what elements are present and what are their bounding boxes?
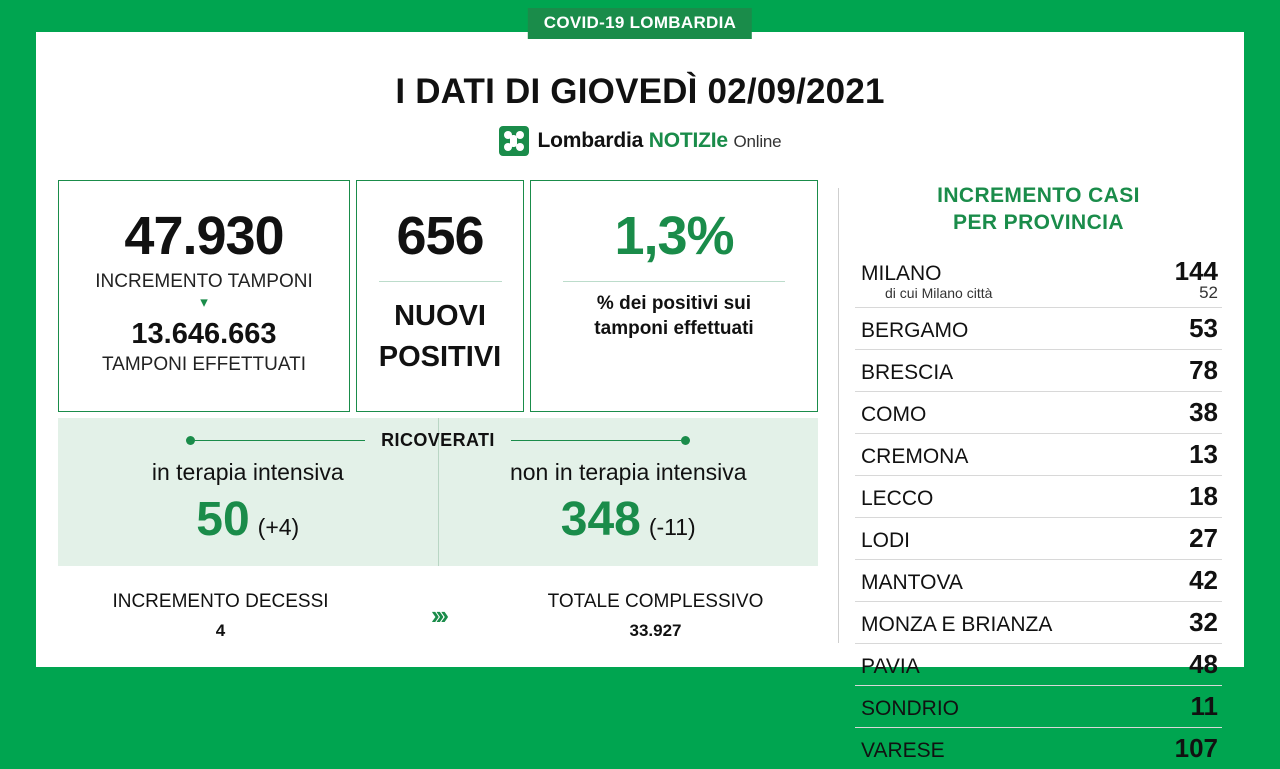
- province-name: BERGAMO: [861, 318, 969, 342]
- vertical-divider: [838, 188, 839, 643]
- decessi-value: 4: [215, 620, 226, 640]
- dot-icon-right: [681, 436, 690, 445]
- province-title: [855, 182, 1222, 237]
- chevron-down-icon: ▾: [200, 294, 208, 312]
- tamponi-total-label: TAMPONI EFFETTUATI: [101, 354, 307, 376]
- terapia-intensiva-delta: (+4): [257, 514, 300, 540]
- province-name: PAVIA: [861, 654, 920, 678]
- non-terapia-intensiva-value-group: [561, 492, 696, 547]
- province-list: [855, 251, 1222, 769]
- logo-word-lombardia: Lombardia: [537, 129, 644, 152]
- table-row: [855, 392, 1222, 434]
- tamponi-total-value: 13.646.663: [131, 318, 277, 351]
- content-area: [36, 180, 1244, 763]
- table-row: [855, 251, 1222, 287]
- summary-boxes: [58, 180, 818, 412]
- province-panel: [855, 180, 1222, 763]
- terapia-intensiva-label: in terapia intensiva: [151, 459, 344, 485]
- province-name: COMO: [861, 402, 927, 426]
- rule-left: [195, 440, 365, 441]
- tamponi-box: [58, 180, 350, 412]
- terapia-intensiva-value-group: [196, 492, 299, 547]
- province-name: MANTOVA: [861, 570, 963, 594]
- milano-citta-label: di cui Milano città: [885, 284, 993, 301]
- table-row: [855, 686, 1222, 728]
- tamponi-increment-label: INCREMENTO TAMPONI: [95, 271, 313, 293]
- brand-logo: [36, 126, 1244, 156]
- table-row: [855, 308, 1222, 350]
- nuovi-positivi-box: [356, 180, 524, 412]
- province-name: MILANO: [861, 261, 942, 285]
- province-value: 48: [1189, 648, 1218, 679]
- non-terapia-intensiva-delta: (-11): [648, 514, 696, 540]
- non-terapia-intensiva-value: 348: [560, 493, 641, 546]
- table-row: [855, 560, 1222, 602]
- province-title-line1: INCREMENTO CASI: [937, 184, 1140, 207]
- table-row: [855, 518, 1222, 560]
- percent-positivi-value: 1,3%: [614, 206, 734, 266]
- province-value: 38: [1189, 396, 1218, 427]
- province-name: CREMONA: [861, 444, 969, 468]
- province-title-line2: PER PROVINCIA: [953, 211, 1124, 235]
- province-value: 42: [1189, 564, 1218, 595]
- rule-right: [511, 440, 681, 441]
- dot-icon-left: [186, 436, 195, 445]
- province-value: 13: [1189, 438, 1218, 469]
- province-value: 32: [1189, 606, 1218, 637]
- ricoverati-header: [58, 430, 818, 451]
- tamponi-increment-value: 47.930: [124, 206, 284, 266]
- totale-cell: [493, 591, 818, 641]
- divider: [379, 281, 502, 282]
- milano-citta-subrow: [855, 283, 1222, 308]
- province-value: 11: [1190, 690, 1218, 721]
- non-terapia-intensiva-label: non in terapia intensiva: [509, 459, 747, 485]
- table-row: [855, 644, 1222, 686]
- decessi-label: INCREMENTO DECESSI: [112, 590, 329, 612]
- banner-label: COVID-19 LOMBARDIA: [528, 8, 752, 39]
- totale-value: 33.927: [629, 620, 682, 640]
- province-name: SONDRIO: [861, 696, 960, 720]
- flower-logo-icon: [499, 126, 529, 156]
- percent-label-line2: tamponi effettuati: [594, 317, 754, 339]
- nuovi-positivi-value: 656: [396, 206, 484, 266]
- totale-label: TOTALE COMPLESSIVO: [547, 590, 764, 612]
- divider: [563, 281, 784, 282]
- table-row: [855, 434, 1222, 476]
- left-column: [58, 180, 818, 653]
- page-title: I DATI DI GIOVEDÌ 02/09/2021: [395, 72, 885, 111]
- province-value: 78: [1189, 354, 1218, 385]
- decessi-cell: [58, 591, 383, 641]
- province-value: 27: [1189, 522, 1218, 553]
- province-value: 144: [1174, 255, 1218, 286]
- arrows-icon: ›››: [431, 600, 445, 630]
- percent-label-line1: % dei positivi sui: [596, 293, 752, 315]
- province-name: MONZA E BRIANZA: [861, 612, 1053, 636]
- nuovi-positivi-label-line2: POSITIVI: [378, 340, 502, 373]
- logo-word-notizie: NOTIZI: [648, 129, 717, 152]
- province-value: 53: [1189, 312, 1218, 343]
- infographic-card: [36, 13, 1244, 763]
- province-value: 107: [1174, 732, 1218, 763]
- table-row: [855, 728, 1222, 769]
- table-row: [855, 350, 1222, 392]
- percent-positivi-box: [530, 180, 818, 412]
- table-row: [855, 602, 1222, 644]
- province-name: VARESE: [861, 738, 945, 762]
- brand-logo-text: [538, 129, 782, 153]
- province-name: LECCO: [861, 486, 934, 510]
- table-row: [855, 476, 1222, 518]
- logo-word-online: Online: [733, 132, 782, 151]
- milano-citta-value: 52: [1199, 282, 1218, 302]
- bottom-row: [58, 578, 818, 653]
- ricoverati-band: [58, 418, 818, 566]
- nuovi-positivi-label-line1: NUOVI: [394, 300, 486, 333]
- terapia-intensiva-value: 50: [196, 493, 250, 546]
- logo-word-notizie-e: e: [716, 129, 728, 152]
- province-name: LODI: [861, 528, 911, 552]
- ricoverati-title: RICOVERATI: [381, 430, 495, 450]
- province-name: BRESCIA: [861, 360, 954, 384]
- province-value: 18: [1189, 480, 1218, 511]
